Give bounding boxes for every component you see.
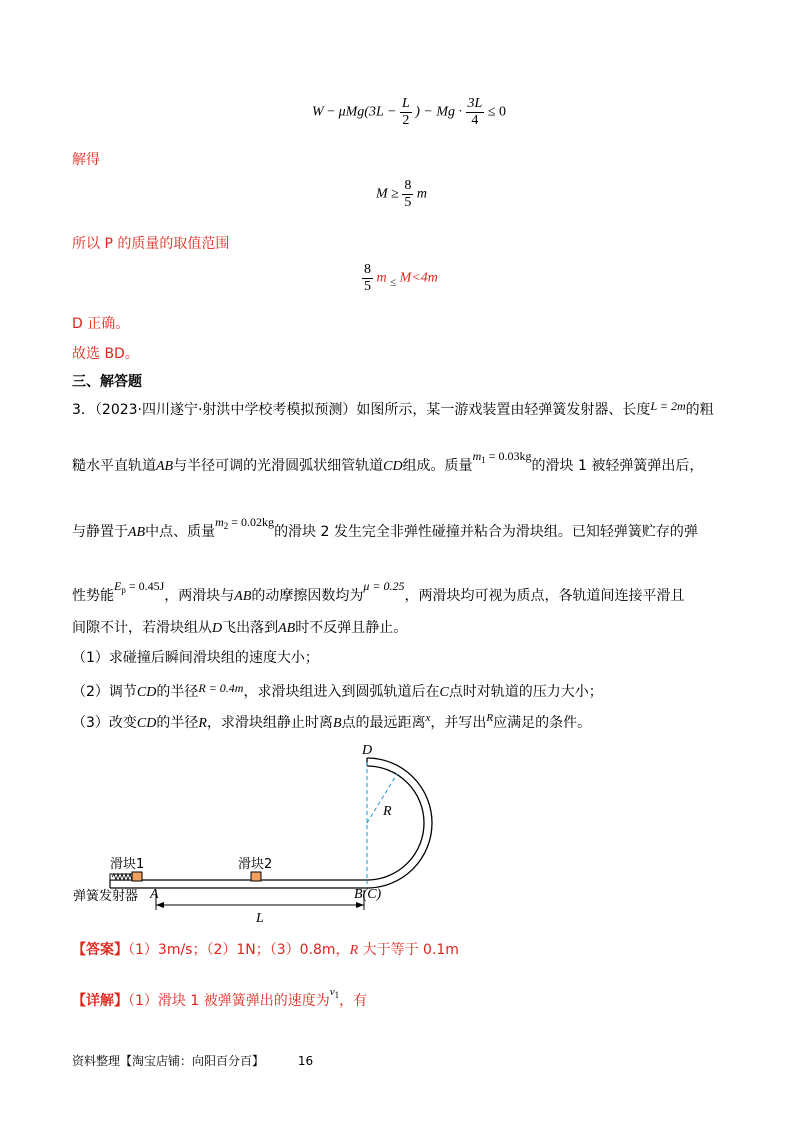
answer-line: 【答案】（1）3m/s；（2）1N；（3）0.8m，R 大于等于 0.1m bbox=[72, 942, 459, 958]
section-heading: 三、解答题 bbox=[72, 374, 142, 390]
sub-question-1: （1）求碰撞后瞬间滑块组的速度大小； bbox=[72, 650, 319, 666]
label-d: D bbox=[362, 743, 373, 758]
slider-2 bbox=[251, 872, 261, 881]
d-correct: D 正确。 bbox=[72, 316, 130, 332]
label-r: R bbox=[383, 804, 392, 819]
dimension-arrow-right bbox=[356, 902, 364, 908]
slider-1 bbox=[132, 872, 142, 881]
mass-2: $m_2 = 0.02kg$ bbox=[215, 515, 275, 531]
sub-question-3: （3）改变CD的半径R，求滑块组静止时离B点的最远距离$^x$，并写出$^R$应满足的条件。 bbox=[72, 712, 592, 731]
footer bbox=[72, 1052, 313, 1069]
question-line-1: 3．（2023·四川遂宁·射洪中学校考模拟预测）如图所示，某一游戏装置由轻弹簧发射器、长度L = 2m的粗 bbox=[72, 399, 714, 418]
label-a: A bbox=[150, 887, 159, 902]
track-diagram bbox=[70, 738, 470, 928]
choose-answer: 故选 BD。 bbox=[72, 346, 139, 362]
equation-mass-range: $\frac{8}{5}$ m $_\le$ M<4m bbox=[364, 262, 438, 294]
fraction-8-over-5: $\frac{8}{5}$ bbox=[404, 178, 412, 210]
label-launcher: 弹簧发射器 bbox=[73, 889, 139, 904]
fraction-8-over-5-b: $\frac{8}{5}$ bbox=[364, 262, 371, 294]
footer-text: 资料整理【淘宝店铺：向阳百分百】 bbox=[72, 1054, 265, 1068]
label-slider-2: 滑块2 bbox=[238, 857, 273, 872]
potential-energy: $E_p = 0.45J$ bbox=[114, 579, 165, 595]
solve-label: 解得 bbox=[72, 152, 100, 168]
arc-inner bbox=[367, 766, 424, 880]
question-line-2: 糙水平直轨道AB与半径可调的光滑圆弧状细管轨道CD组成。质量$m_1 = 0.03kg$的滑块 1 被轻弹簧弹出后， bbox=[72, 449, 704, 474]
question-line-4: 性势能$E_p = 0.45J$，两滑块与AB的动摩擦因数均为μ = 0.25，两滑块均可视为质点，各轨道间连接平滑且 bbox=[72, 579, 685, 604]
page-number: 16 bbox=[297, 1054, 314, 1068]
equation-work: W − μMg(3L − $\frac{L}{2}$ ) − Mg · $\frac{3L}{4}$ ≤ 0 bbox=[312, 96, 506, 128]
label-l: L bbox=[256, 911, 264, 926]
dimension-arrow-left bbox=[156, 902, 164, 908]
detail-line: 【详解】（1）滑块 1 被弹簧弹出的速度为$^{v_1}$，有 bbox=[72, 986, 368, 1009]
fraction-l-over-2: $\frac{L}{2}$ bbox=[401, 96, 410, 128]
velocity-v1: v1 bbox=[329, 986, 340, 1000]
range-label: 所以 P 的质量的取值范围 bbox=[72, 236, 230, 252]
equation-mass-min: M ≥ $\frac{8}{5}$ m bbox=[376, 178, 427, 210]
mass-1: $m_1 = 0.03kg$ bbox=[472, 449, 532, 465]
question-line-3: 与静置于AB中点、质量$m_2 = 0.02kg$的滑块 2 发生完全非弹性碰撞并粘合为滑块组。已知轻弹簧贮存的弹 bbox=[72, 515, 698, 540]
arc-outer bbox=[367, 758, 432, 888]
radius-dashed bbox=[367, 774, 397, 823]
sub-question-2: （2）调节CD的半径R = 0.4m，求滑块组进入到圆弧轨道后在C点时对轨道的压力大小； bbox=[72, 681, 603, 700]
label-slider-1: 滑块1 bbox=[110, 857, 145, 872]
question-line-5: 间隙不计，若滑块组从D飞出落到AB时不反弹且静止。 bbox=[72, 620, 408, 636]
fraction-3l-over-4: $\frac{3L}{4}$ bbox=[467, 96, 483, 128]
label-bc: B(C) bbox=[354, 887, 382, 902]
